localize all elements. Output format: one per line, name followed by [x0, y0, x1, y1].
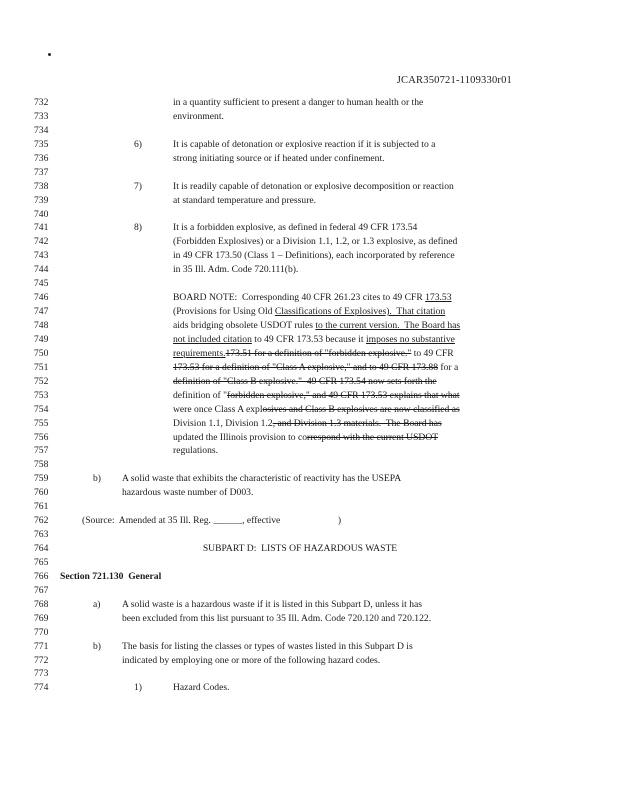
line-number: 765 — [34, 556, 49, 568]
plain-text: The basis for listing the classes or types of wastes listed in this Subpart D is — [122, 640, 413, 652]
document-line — [0, 514, 618, 528]
line-number: 734 — [34, 124, 49, 136]
document-line — [0, 486, 618, 500]
plain-text: hazardous waste number of D003. — [122, 487, 254, 499]
line-text — [173, 110, 224, 123]
line-text — [173, 96, 423, 109]
added-text: Classifications of Explosives). That citation — [274, 306, 446, 318]
document-line — [0, 542, 618, 556]
document-line — [0, 500, 618, 514]
line-number: 770 — [34, 626, 49, 638]
line-number: 751 — [34, 361, 49, 373]
line-number: 744 — [34, 264, 49, 276]
line-number: 773 — [34, 668, 49, 680]
document-line — [0, 556, 618, 570]
document-line — [0, 277, 618, 291]
deleted-text: 173.51 for a definition of "forbidden explosive." — [225, 347, 412, 359]
document-line — [0, 584, 618, 598]
line-number: 755 — [34, 417, 49, 429]
plain-text: definition of " — [173, 389, 228, 401]
added-text: requirements. — [173, 347, 226, 359]
line-number: 732 — [34, 97, 49, 108]
document-line — [0, 667, 618, 681]
line-number: 746 — [34, 292, 49, 304]
plain-text: in a quantity sufficient to present a danger to human health or the — [173, 97, 424, 108]
document-line — [0, 654, 618, 668]
plain-text: (Source: Amended at 35 Ill. Reg. ______, effective ) — [82, 515, 342, 527]
line-text — [122, 654, 380, 667]
line-number: 737 — [34, 166, 49, 178]
plain-text: A solid waste that exhibits the characteristic of reactivity has the USEPA — [122, 473, 402, 485]
document-line — [0, 375, 618, 389]
plain-text: (Forbidden Explosives) or a Division 1.1, 1.2, or 1.3 explosive, as defined — [173, 236, 458, 248]
document-line — [0, 96, 618, 110]
line-number: 756 — [34, 431, 49, 443]
line-number: 762 — [34, 515, 49, 527]
line-number: 733 — [34, 110, 49, 122]
line-number: 769 — [34, 612, 49, 624]
line-number: 747 — [34, 306, 49, 318]
line-number: 771 — [34, 640, 49, 652]
document-line — [0, 681, 618, 695]
plain-text: strong initiating source or if heated under confinement. — [173, 152, 385, 164]
line-text — [173, 347, 454, 360]
line-number: 753 — [34, 389, 49, 401]
document-line — [0, 403, 618, 417]
line-number: 735 — [34, 138, 49, 150]
document-line — [0, 305, 618, 319]
deleted-text: forbidden explosive," and 49 CFR 173.53 explains that what — [227, 389, 460, 401]
plain-text: (Provisions for Using Old — [173, 306, 275, 318]
line-text — [122, 472, 401, 485]
document-line — [0, 598, 618, 612]
line-number: 736 — [34, 152, 49, 164]
plain-text: updated the Illinois provision to co — [173, 431, 308, 443]
plain-text: Section 721.130 General — [60, 570, 162, 582]
line-number: 752 — [34, 375, 49, 387]
document-lines — [0, 96, 618, 695]
plain-text: It is a forbidden explosive, as defined in federal 49 CFR 173.54 — [173, 222, 418, 234]
deleted-text: rrespond with the current USDOT — [307, 431, 439, 443]
item-label: b) — [93, 640, 101, 652]
line-text — [173, 249, 455, 262]
document-line — [0, 361, 618, 375]
line-text — [173, 291, 452, 304]
document-line — [0, 431, 618, 445]
line-number: 748 — [34, 320, 49, 331]
line-number: 741 — [34, 222, 49, 234]
line-number: 759 — [34, 473, 49, 485]
plain-text: to 49 CFR 173.53 because it — [251, 333, 366, 345]
plain-text: SUBPART D: LISTS OF HAZARDOUS WASTE — [202, 543, 398, 554]
document-line — [0, 640, 618, 654]
deleted-text: , and Division 1.3 materials. The Board has — [272, 417, 442, 429]
line-number: 738 — [34, 180, 49, 192]
deleted-text: osives and Class B explosives are now classified as — [262, 403, 460, 415]
line-text — [122, 486, 253, 499]
document-line — [0, 166, 618, 180]
line-number: 750 — [34, 347, 49, 359]
item-label: 1) — [134, 682, 142, 694]
line-text — [173, 180, 454, 193]
line-text — [173, 417, 442, 430]
document-line — [0, 180, 618, 194]
line-text — [122, 612, 431, 625]
line-text — [173, 681, 229, 694]
plain-text: in 49 CFR 173.50 (Class 1 – Definitions), each incorporated by reference — [173, 250, 455, 262]
deleted-text: 173.53 for a definition of "Class A explosive," and to 49 CFR 173.88 — [173, 361, 438, 373]
line-number: 749 — [34, 333, 49, 345]
plain-text: A solid waste is a hazardous waste if it is listed in this Subpart D, unless it has — [122, 598, 423, 610]
document-line — [0, 333, 618, 347]
document-line — [0, 208, 618, 222]
line-number: 754 — [34, 403, 49, 415]
document-line — [0, 347, 618, 361]
added-text: to the current version. The Board has — [315, 320, 461, 331]
added-text: imposes no substantive — [365, 333, 455, 345]
document-line — [0, 319, 618, 333]
plain-text: BOARD NOTE: Corresponding 40 CFR 261.23 cites to 49 CFR — [173, 292, 426, 304]
document-line — [0, 110, 618, 124]
line-number: 766 — [34, 570, 49, 582]
line-text — [173, 444, 218, 457]
document-line — [0, 138, 618, 152]
line-number: 758 — [34, 459, 49, 471]
plain-text: were once Class A expl — [173, 403, 263, 415]
line-number: 760 — [34, 487, 49, 499]
item-label: 6) — [134, 138, 142, 150]
document-line — [0, 152, 618, 166]
document-line — [0, 194, 618, 208]
plain-text: for a — [438, 361, 459, 373]
line-text — [173, 235, 457, 248]
item-label: a) — [93, 598, 101, 610]
plain-text: indicated by employing one or more of the following hazard codes. — [122, 654, 381, 666]
line-number: 763 — [34, 529, 49, 541]
line-text — [122, 598, 422, 611]
line-number: 739 — [34, 194, 49, 206]
plain-text: Hazard Codes. — [173, 682, 230, 694]
line-text — [173, 194, 316, 207]
line-text — [173, 361, 458, 374]
item-label: 8) — [134, 222, 142, 234]
plain-text: to 49 CFR — [411, 347, 454, 359]
document-line — [0, 570, 618, 584]
line-number: 740 — [34, 208, 49, 220]
document-line — [0, 291, 618, 305]
plain-text: in 35 Ill. Adm. Code 720.111(b). — [173, 264, 299, 276]
line-number: 743 — [34, 250, 49, 262]
plain-text: at standard temperature and pressure. — [173, 194, 317, 206]
scan-speck — [48, 53, 51, 56]
line-text — [82, 514, 341, 527]
line-text — [173, 152, 385, 165]
jcar-document-id: JCAR350721-1109330r01 — [396, 75, 512, 86]
line-number: 761 — [34, 501, 49, 513]
line-number: 772 — [34, 654, 49, 666]
line-number: 768 — [34, 598, 49, 610]
line-text — [173, 403, 460, 416]
line-text — [122, 640, 413, 653]
line-number: 774 — [34, 682, 49, 694]
line-number: 742 — [34, 236, 49, 248]
line-text — [173, 431, 438, 444]
document-line — [0, 389, 618, 403]
document-line — [0, 221, 618, 235]
document-line — [0, 472, 618, 486]
plain-text: It is capable of detonation or explosive reaction if it is subjected to a — [173, 138, 436, 150]
item-label: b) — [93, 473, 101, 485]
document-line — [0, 249, 618, 263]
document-line — [0, 417, 618, 431]
line-text — [173, 389, 460, 402]
line-text — [173, 138, 435, 151]
item-label: 7) — [134, 180, 142, 192]
line-text — [173, 221, 417, 234]
document-line — [0, 458, 618, 472]
line-text — [173, 305, 445, 318]
line-number: 767 — [34, 584, 49, 596]
plain-text: It is readily capable of detonation or explosive decomposition or reaction — [173, 180, 454, 192]
section-heading — [60, 570, 161, 583]
line-number: 757 — [34, 445, 49, 457]
document-line — [0, 444, 618, 458]
plain-text: been excluded from this list pursuant to 35 Ill. Adm. Code 720.120 and 720.122. — [122, 612, 432, 624]
document-line — [0, 626, 618, 640]
line-text — [173, 263, 298, 276]
plain-text: regulations. — [173, 445, 219, 457]
plain-text: aids bridging obsolete USDOT rules — [173, 320, 316, 331]
line-text — [173, 319, 460, 332]
document-line — [0, 124, 618, 138]
document-line — [0, 612, 618, 626]
line-number: 745 — [34, 278, 49, 290]
added-text: not included citation — [173, 333, 252, 345]
subpart-heading — [60, 542, 540, 555]
added-text: 173.53 — [425, 292, 452, 304]
document-line — [0, 263, 618, 277]
line-text — [173, 375, 437, 388]
plain-text: Division 1.1, Division 1.2 — [173, 417, 273, 429]
line-text — [173, 333, 455, 346]
document-line — [0, 235, 618, 249]
deleted-text: definition of "Class B explosive." 49 CFR 173.54 now sets forth the — [173, 375, 437, 387]
document-line — [0, 528, 618, 542]
plain-text: environment. — [173, 110, 224, 122]
line-number: 764 — [34, 543, 49, 554]
